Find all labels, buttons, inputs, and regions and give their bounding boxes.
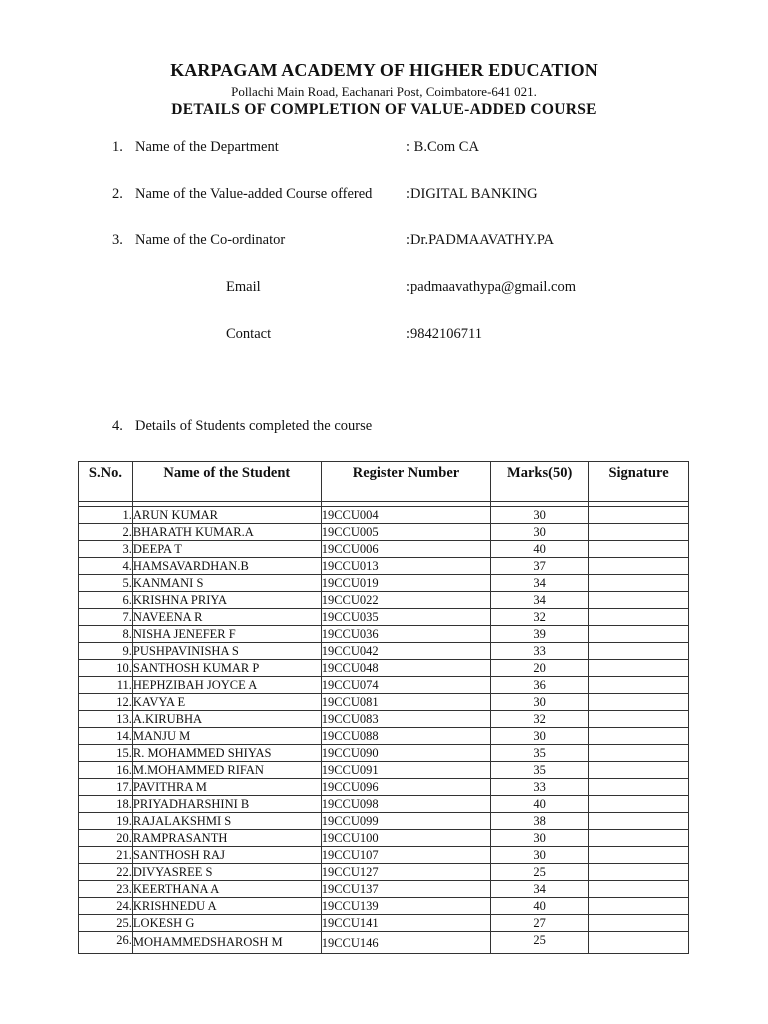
- table-row: [79, 813, 689, 830]
- row-signature: [589, 932, 689, 954]
- table-row: [79, 728, 689, 745]
- row-register-number: 19CCU099: [321, 813, 491, 830]
- table-row: [79, 694, 689, 711]
- table-row: [79, 660, 689, 677]
- row-marks: 35: [491, 745, 589, 762]
- row-sno: 15.: [79, 745, 133, 762]
- row-signature: [589, 779, 689, 796]
- table-row: [79, 796, 689, 813]
- table-row: [79, 575, 689, 592]
- row-sno: 11.: [79, 677, 133, 694]
- row-signature: [589, 864, 689, 881]
- table-row: [79, 864, 689, 881]
- table-row: [79, 762, 689, 779]
- field-2-number: 2.: [112, 186, 123, 202]
- row-marks: 25: [491, 864, 589, 881]
- row-marks: 30: [491, 728, 589, 745]
- table-row: [79, 847, 689, 864]
- field-1-value: : B.Com CA: [406, 139, 479, 155]
- row-marks: 36: [491, 677, 589, 694]
- row-register-number: 19CCU091: [321, 762, 491, 779]
- row-signature: [589, 609, 689, 626]
- row-register-number: 19CCU013: [321, 558, 491, 575]
- table-row: [79, 541, 689, 558]
- row-student-name: RAJALAKSHMI S: [132, 813, 321, 830]
- row-sno: 21.: [79, 847, 133, 864]
- row-student-name: DEEPA T: [132, 541, 321, 558]
- row-student-name: KRISHNEDU A: [132, 898, 321, 915]
- row-student-name: ARUN KUMAR: [132, 507, 321, 524]
- row-marks: 30: [491, 694, 589, 711]
- row-register-number: 19CCU083: [321, 711, 491, 728]
- field-1-label: Name of the Department: [135, 139, 279, 155]
- row-marks: 40: [491, 541, 589, 558]
- row-signature: [589, 575, 689, 592]
- row-marks: 27: [491, 915, 589, 932]
- row-marks: 30: [491, 507, 589, 524]
- row-marks: 35: [491, 762, 589, 779]
- email-label: Email: [226, 279, 261, 295]
- row-signature: [589, 660, 689, 677]
- row-sno: 4.: [79, 558, 133, 575]
- section-4-label: Details of Students completed the course: [135, 418, 373, 434]
- table-row: [79, 898, 689, 915]
- row-marks: 30: [491, 847, 589, 864]
- row-register-number: 19CCU006: [321, 541, 491, 558]
- row-student-name: HAMSAVARDHAN.B: [132, 558, 321, 575]
- row-signature: [589, 762, 689, 779]
- row-sno: 22.: [79, 864, 133, 881]
- row-sno: 8.: [79, 626, 133, 643]
- row-student-name: PRIYADHARSHINI B: [132, 796, 321, 813]
- row-marks: 38: [491, 813, 589, 830]
- row-register-number: 19CCU088: [321, 728, 491, 745]
- row-student-name: HEPHZIBAH JOYCE A: [132, 677, 321, 694]
- row-marks: 20: [491, 660, 589, 677]
- table-row: [79, 830, 689, 847]
- row-sno: 23.: [79, 881, 133, 898]
- table-row: [79, 592, 689, 609]
- row-signature: [589, 830, 689, 847]
- row-student-name: M.MOHAMMED RIFAN: [132, 762, 321, 779]
- row-sno: 12.: [79, 694, 133, 711]
- row-student-name: R. MOHAMMED SHIYAS: [132, 745, 321, 762]
- row-register-number: 19CCU022: [321, 592, 491, 609]
- table-row: [79, 677, 689, 694]
- header-marks: Marks(50): [491, 462, 589, 502]
- row-register-number: 19CCU137: [321, 881, 491, 898]
- row-student-name: KEERTHANA A: [132, 881, 321, 898]
- table-row: [79, 507, 689, 524]
- institution-name: KARPAGAM ACADEMY OF HIGHER EDUCATION: [170, 60, 598, 80]
- row-signature: [589, 745, 689, 762]
- row-register-number: 19CCU096: [321, 779, 491, 796]
- row-student-name: KANMANI S: [132, 575, 321, 592]
- row-student-name: LOKESH G: [132, 915, 321, 932]
- row-student-name: SANTHOSH RAJ: [132, 847, 321, 864]
- row-signature: [589, 711, 689, 728]
- header-register-number: Register Number: [321, 462, 491, 502]
- row-marks: 34: [491, 592, 589, 609]
- row-signature: [589, 694, 689, 711]
- row-signature: [589, 626, 689, 643]
- row-signature: [589, 592, 689, 609]
- row-register-number: 19CCU146: [321, 932, 491, 954]
- table-row: [79, 915, 689, 932]
- row-marks: 30: [491, 830, 589, 847]
- row-sno: 9.: [79, 643, 133, 660]
- header-signature: Signature: [589, 462, 689, 502]
- field-3-number: 3.: [112, 232, 123, 248]
- row-sno: 16.: [79, 762, 133, 779]
- row-student-name: DIVYASREE S: [132, 864, 321, 881]
- field-3-label: Name of the Co-ordinator: [135, 232, 286, 248]
- row-sno: 19.: [79, 813, 133, 830]
- row-register-number: 19CCU090: [321, 745, 491, 762]
- row-marks: 32: [491, 711, 589, 728]
- row-signature: [589, 796, 689, 813]
- row-marks: 33: [491, 779, 589, 796]
- table-row: [79, 626, 689, 643]
- row-register-number: 19CCU141: [321, 915, 491, 932]
- row-marks: 40: [491, 796, 589, 813]
- table-row: [79, 643, 689, 660]
- row-student-name: MANJU M: [132, 728, 321, 745]
- row-register-number: 19CCU100: [321, 830, 491, 847]
- row-register-number: 19CCU074: [321, 677, 491, 694]
- row-sno: 18.: [79, 796, 133, 813]
- row-marks: 39: [491, 626, 589, 643]
- row-marks: 40: [491, 898, 589, 915]
- email-value: :padmaavathypa@gmail.com: [406, 279, 576, 295]
- row-register-number: 19CCU127: [321, 864, 491, 881]
- institution-address: Pollachi Main Road, Eachanari Post, Coimbatore-641 021.: [231, 84, 537, 99]
- row-sno: 14.: [79, 728, 133, 745]
- row-sno: 3.: [79, 541, 133, 558]
- header-student-name: Name of the Student: [132, 462, 321, 502]
- row-sno: 26.: [79, 932, 133, 954]
- row-register-number: 19CCU035: [321, 609, 491, 626]
- row-marks: 37: [491, 558, 589, 575]
- row-student-name: NISHA JENEFER F: [132, 626, 321, 643]
- row-sno: 10.: [79, 660, 133, 677]
- row-student-name: RAMPRASANTH: [132, 830, 321, 847]
- row-student-name: NAVEENA R: [132, 609, 321, 626]
- row-signature: [589, 898, 689, 915]
- section-4-number: 4.: [112, 418, 123, 434]
- row-student-name: MOHAMMEDSHAROSH M: [132, 932, 321, 954]
- field-2-label: Name of the Value-added Course offered: [135, 186, 373, 202]
- row-student-name: KRISHNA PRIYA: [132, 592, 321, 609]
- row-student-name: SANTHOSH KUMAR P: [132, 660, 321, 677]
- table-row: [79, 524, 689, 541]
- row-signature: [589, 813, 689, 830]
- contact-value: :9842106711: [406, 326, 482, 342]
- row-signature: [589, 677, 689, 694]
- row-marks: 25: [491, 932, 589, 954]
- row-register-number: 19CCU036: [321, 626, 491, 643]
- row-sno: 17.: [79, 779, 133, 796]
- row-register-number: 19CCU107: [321, 847, 491, 864]
- row-register-number: 19CCU019: [321, 575, 491, 592]
- row-register-number: 19CCU005: [321, 524, 491, 541]
- row-student-name: PUSHPAVINISHA S: [132, 643, 321, 660]
- row-marks: 30: [491, 524, 589, 541]
- header-sno: S.No.: [79, 462, 133, 502]
- row-register-number: 19CCU042: [321, 643, 491, 660]
- table-row: [79, 779, 689, 796]
- row-signature: [589, 643, 689, 660]
- row-student-name: BHARATH KUMAR.A: [132, 524, 321, 541]
- table-row: [79, 745, 689, 762]
- row-marks: 32: [491, 609, 589, 626]
- field-3-value: :Dr.PADMAAVATHY.PA: [406, 232, 555, 248]
- row-marks: 34: [491, 575, 589, 592]
- table-header-row: [79, 462, 689, 502]
- row-register-number: 19CCU098: [321, 796, 491, 813]
- students-table-body: [79, 502, 689, 954]
- field-2-value: :DIGITAL BANKING: [406, 186, 538, 202]
- row-sno: 20.: [79, 830, 133, 847]
- row-marks: 33: [491, 643, 589, 660]
- table-row: [79, 932, 689, 954]
- table-row: [79, 558, 689, 575]
- row-sno: 1.: [79, 507, 133, 524]
- document-title: DETAILS OF COMPLETION OF VALUE-ADDED COURSE: [171, 101, 597, 118]
- row-signature: [589, 507, 689, 524]
- row-sno: 5.: [79, 575, 133, 592]
- contact-label: Contact: [226, 326, 272, 342]
- row-signature: [589, 881, 689, 898]
- students-table: [78, 461, 689, 954]
- table-row: [79, 609, 689, 626]
- row-signature: [589, 541, 689, 558]
- row-signature: [589, 915, 689, 932]
- row-register-number: 19CCU048: [321, 660, 491, 677]
- row-signature: [589, 728, 689, 745]
- row-register-number: 19CCU139: [321, 898, 491, 915]
- row-register-number: 19CCU081: [321, 694, 491, 711]
- row-student-name: PAVITHRA M: [132, 779, 321, 796]
- row-sno: 25.: [79, 915, 133, 932]
- row-signature: [589, 524, 689, 541]
- table-row: [79, 881, 689, 898]
- row-sno: 13.: [79, 711, 133, 728]
- row-register-number: 19CCU004: [321, 507, 491, 524]
- row-marks: 34: [491, 881, 589, 898]
- row-signature: [589, 847, 689, 864]
- row-sno: 24.: [79, 898, 133, 915]
- row-sno: 6.: [79, 592, 133, 609]
- row-student-name: A.KIRUBHA: [132, 711, 321, 728]
- row-student-name: KAVYA E: [132, 694, 321, 711]
- row-signature: [589, 558, 689, 575]
- row-sno: 7.: [79, 609, 133, 626]
- row-sno: 2.: [79, 524, 133, 541]
- field-1-number: 1.: [112, 139, 123, 155]
- table-row: [79, 711, 689, 728]
